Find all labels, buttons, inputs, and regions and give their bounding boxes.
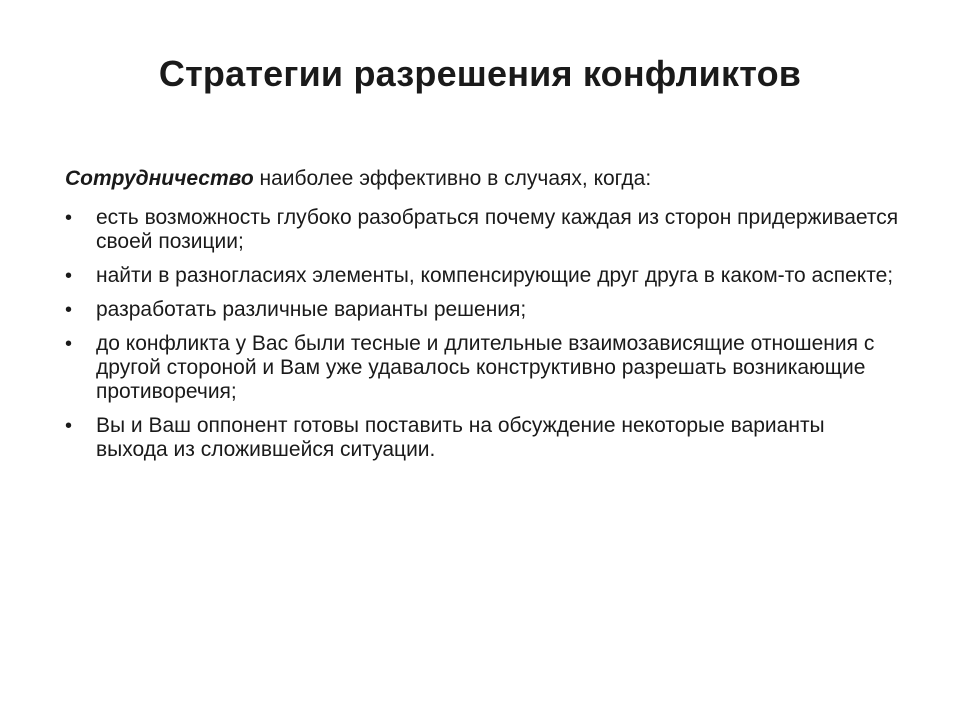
bullet-list — [65, 206, 900, 472]
bullet-marker: • — [65, 265, 73, 287]
bullet-item — [65, 414, 900, 462]
bullet-item — [65, 298, 900, 322]
bullet-text: есть возможность глубоко разобраться почему каждая из сторон придерживается своей позиции; — [96, 206, 899, 253]
bullet-text: найти в разногласиях элементы, компенсирующие друг друга в каком-то аспекте; — [96, 264, 894, 287]
slide-title: Стратегии разрешения конфликтов — [158, 53, 802, 94]
bullet-item — [65, 332, 900, 404]
bullet-marker: • — [65, 415, 73, 437]
bullet-text: Вы и Ваш оппонент готовы поставить на обсуждение некоторые варианты выхода из сложившейся ситуации. — [96, 414, 825, 461]
bullet-marker: • — [65, 333, 73, 355]
bullet-item — [65, 206, 900, 254]
intro-term: Сотрудничество — [65, 167, 254, 190]
intro-text: наиболее эффективно в случаях, когда: — [253, 167, 652, 190]
bullet-item — [65, 264, 900, 288]
bullet-marker: • — [65, 299, 73, 321]
bullet-marker: • — [65, 207, 73, 229]
bullet-text: разработать различные варианты решения; — [96, 298, 527, 321]
intro-paragraph — [65, 166, 905, 192]
bullet-text: до конфликта у Вас были тесные и длительные взаимозависящие отношения с другой стороной и Вам уже удавалось конструктивно разрешать возникающие противоречия; — [96, 332, 875, 403]
